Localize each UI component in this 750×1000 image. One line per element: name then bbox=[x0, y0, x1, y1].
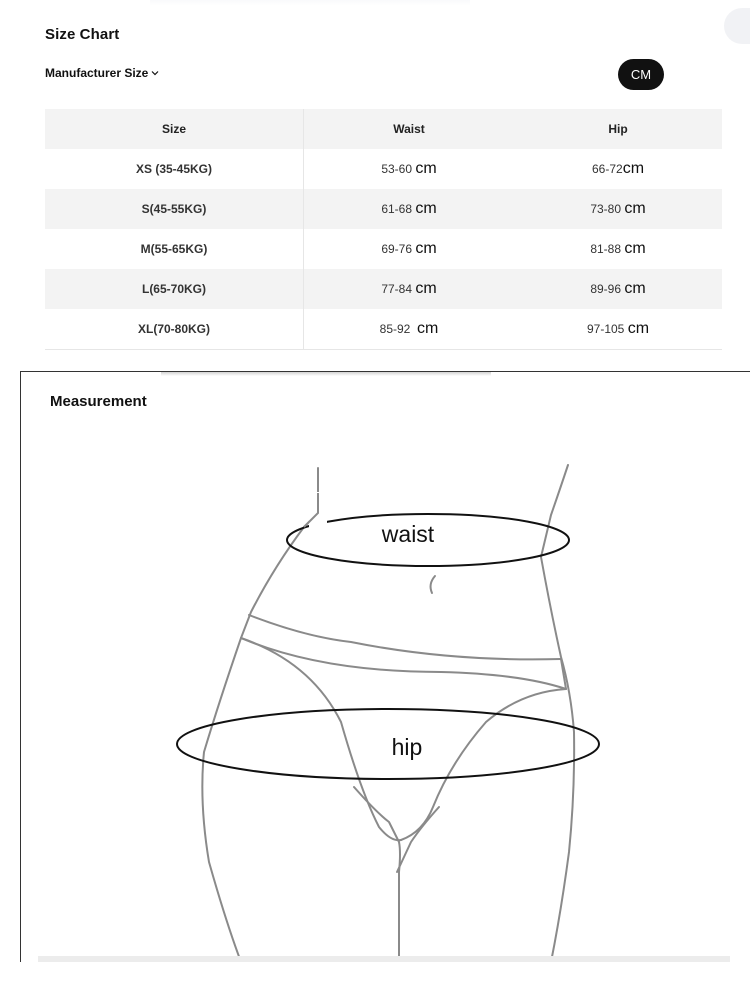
unit-label: cm bbox=[415, 160, 437, 177]
size-cell: S(45-55KG) bbox=[45, 189, 304, 229]
header-waist: Waist bbox=[304, 109, 515, 149]
unit-label: cm bbox=[624, 200, 646, 217]
size-cell: M(55-65KG) bbox=[45, 229, 304, 269]
table-row bbox=[45, 229, 722, 269]
measurement-title: Measurement bbox=[50, 393, 147, 410]
hip-label: hip bbox=[391, 734, 423, 760]
hip-cell bbox=[514, 149, 722, 189]
manufacturer-size-dropdown[interactable] bbox=[45, 66, 159, 80]
hip-range: 66-72 bbox=[591, 162, 623, 176]
size-cell: XL(70-80KG) bbox=[45, 309, 304, 350]
waist-range: 85-92 bbox=[379, 322, 411, 336]
header-size: Size bbox=[45, 109, 304, 149]
waist-cell bbox=[304, 149, 515, 189]
size-table bbox=[45, 109, 722, 350]
measurement-section bbox=[20, 371, 750, 962]
waist-range: 53-60 bbox=[381, 162, 413, 176]
unit-label: cm bbox=[415, 200, 437, 217]
waist-label: waist bbox=[381, 521, 435, 547]
unit-label: cm bbox=[622, 160, 645, 177]
hip-range: 97-105 bbox=[586, 322, 625, 336]
unit-label: cm bbox=[415, 240, 437, 257]
size-chart-title: Size Chart bbox=[45, 26, 120, 43]
hip-cell bbox=[514, 189, 722, 229]
waist-cell bbox=[304, 269, 515, 309]
size-chart-section bbox=[0, 0, 750, 360]
table-row bbox=[45, 309, 722, 350]
size-cell: L(65-70KG) bbox=[45, 269, 304, 309]
unit-toggle-cm[interactable]: CM bbox=[618, 59, 664, 90]
body-measurement-illustration bbox=[21, 372, 750, 962]
waist-cell bbox=[304, 229, 515, 269]
table-row bbox=[45, 189, 722, 229]
bottom-scrollbar[interactable] bbox=[38, 956, 730, 962]
manufacturer-size-label: Manufacturer Size bbox=[45, 66, 149, 80]
hip-range: 81-88 bbox=[590, 242, 622, 256]
size-cell: XS (35-45KG) bbox=[45, 149, 304, 189]
waist-cell bbox=[304, 309, 515, 350]
header-hip: Hip bbox=[514, 109, 722, 149]
hip-range: 89-96 bbox=[590, 282, 622, 296]
unit-label: cm bbox=[417, 320, 439, 337]
table-row bbox=[45, 149, 722, 189]
hip-cell bbox=[514, 229, 722, 269]
unit-label: cm bbox=[624, 280, 646, 297]
unit-label: cm bbox=[624, 240, 646, 257]
hip-cell bbox=[514, 269, 722, 309]
table-row bbox=[45, 269, 722, 309]
waist-cell bbox=[304, 189, 515, 229]
table-header-row bbox=[45, 109, 722, 149]
hip-measure-ring bbox=[177, 709, 599, 779]
unit-label: cm bbox=[627, 320, 650, 337]
unit-label: cm bbox=[415, 280, 437, 297]
hip-cell bbox=[514, 309, 722, 350]
waist-range: 69-76 bbox=[381, 242, 413, 256]
waist-range: 61-68 bbox=[381, 202, 413, 216]
waist-range: 77-84 bbox=[381, 282, 413, 296]
chevron-down-icon bbox=[151, 69, 159, 77]
hip-range: 73-80 bbox=[590, 202, 622, 216]
